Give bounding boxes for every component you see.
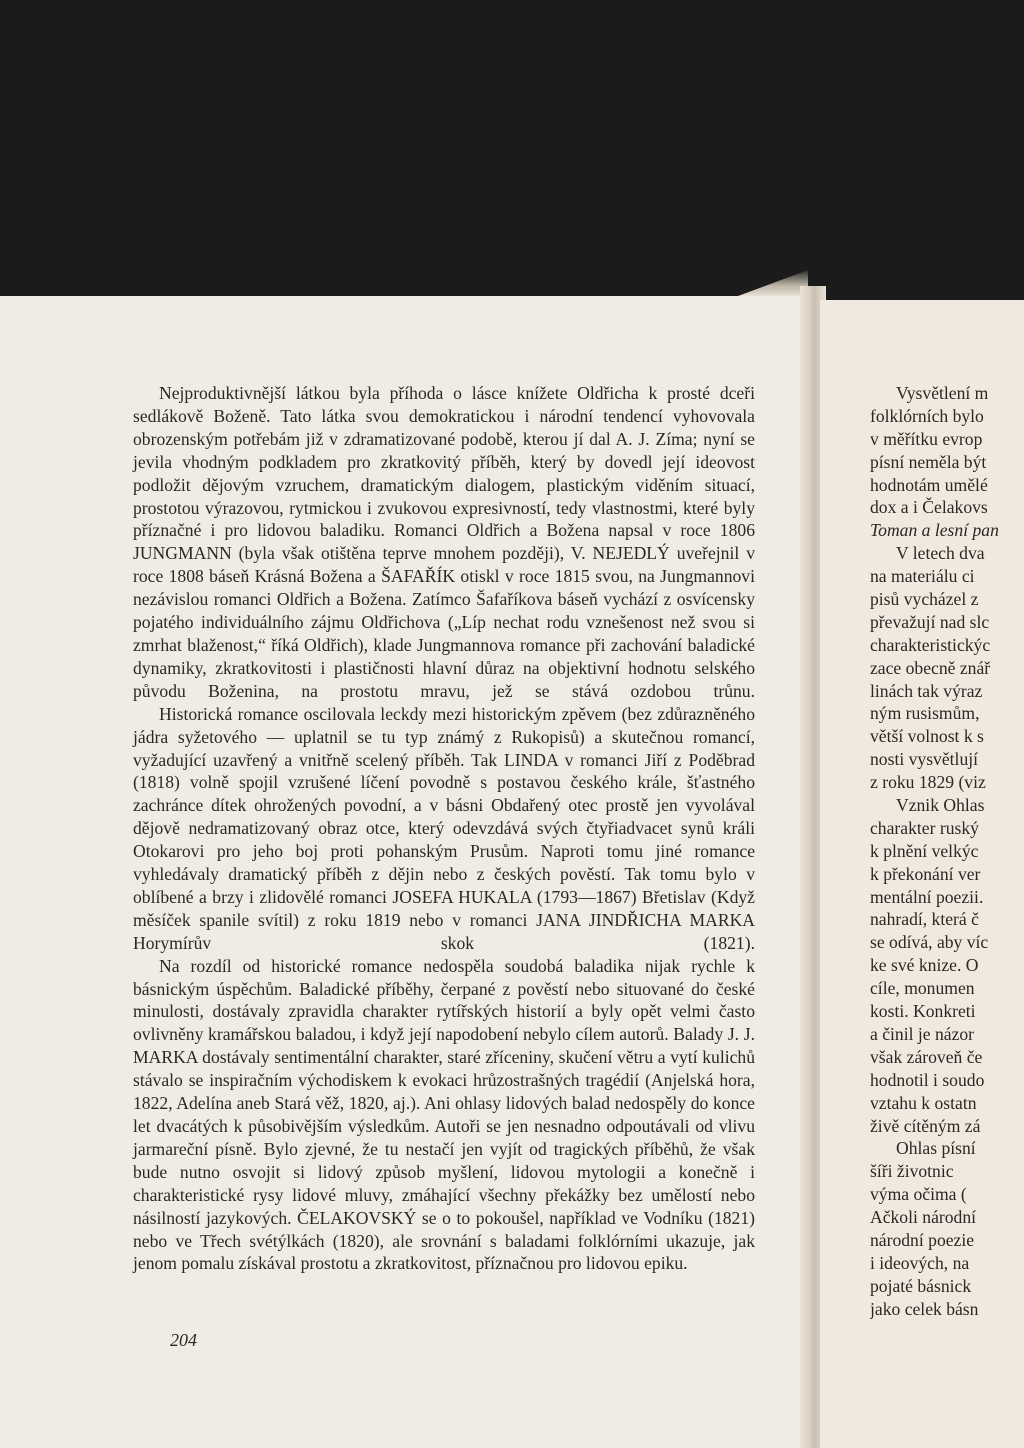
right-line: ným rusismům, [870,703,980,724]
paragraph-historicka-romance: Historická romance oscilovala leckdy mezi historickým zpěvem (bez zdůrazněného jádra syžetového — uplatnil se tu typ známý z Rukopisů) a skutečnou romancí, vyžadující uzavřený a vnitřně scelený příběh. Tak LINDA v romanci Jiří z Poděbrad (1818) volně spojil vzrušené líčení povodně s postavou českého krále, šťastného zachránce dítek ohrožených povodní, a v básni Obdařený otec prostě jen vyvolával dějově nedramatizovaný obraz otce, který odevzdává svých čtyřiadvacet synů králi Otokarovi pro jeho boj proti pohanským Prusům. Naproti tomu jiné romance vyhledávaly dramatický příběh z dějin nebo z českých pověstí. Tak tomu bylo v oblíbené a brzy i zlidovělé romanci JOSEFA HUKALA (1793—1867) Břetislav (Když měsíček spanile svítil) z roku 1819 nebo v romanci JANA JINDŘICHA MARKA Horymírův skok (1821). [133,703,755,953]
right-line: nahradí, která č [870,909,979,930]
right-line: vztahu k ostatn [870,1092,977,1113]
right-line: linách tak výraz [870,680,983,701]
right-line: větší volnost k s [870,726,984,747]
right-line: i ideových, na [870,1252,970,1273]
right-line: k plnění velkýc [870,840,979,861]
right-line: šíři životnic [870,1161,954,1182]
right-line: v měřítku evrop [870,428,983,449]
right-line: charakter ruský [870,817,979,838]
right-line: výma očima ( [870,1184,967,1205]
page-corner-fold [738,270,808,296]
right-line: ke své knize. O [870,955,979,976]
right-line: Toman a lesní pan [870,520,999,541]
right-line: pojaté básnick [870,1275,972,1296]
right-line: Vysvětlení m [896,383,989,403]
right-line: jako celek básn [870,1298,979,1319]
right-line: převažují nad slc [870,611,990,632]
right-line: živě cítěným zá [870,1115,981,1136]
right-line: pisů vycházel z [870,589,979,610]
right-line: Ohlas písní [896,1138,976,1159]
right-line: hodnotil i soudo [870,1069,985,1090]
right-line: charakteristickýc [870,634,991,655]
right-line: mentální poezii. [870,886,984,907]
right-line: kosti. Konkreti [870,1001,976,1022]
paragraph-oldrich-bozena: Nejproduktivnější látkou byla příhoda o lásce knížete Oldřicha k prosté dceři sedlákově Boženě. Tato látka svou demokratickou i národní tendencí vyhovovala obrozenským potřebám již v zdramatizované podobě, kterou jí dal A. J. Zíma; nyní se jevila vhodným podkladem pro zkratkovitý příběh, který by dovedl její ideovost podložit dějovým vzruchem, dramatickým dialogem, plastickým viděním situací, prostotou výrazovou, rytmickou i zvukovou expresivností, tedy vlastnostmi, které byly příznačné i pro lidovou baladiku. Romanci Oldřich a Božena napsal v roce 1806 JUNGMANN (byla však otištěna teprve mnohem později), V. NEJEDLÝ uveřejnil v roce 1808 báseň Krásná Božena a ŠAFAŘÍK otiskl v roce 1815 svou, na Jungmannovi nezávislou romanci Oldřich a Božena. Zatímco Šafaříkova báseň vychází z osvícensky pojatého individuálního zájmu Oldřichova („Líp nechat rodu vznešenost než svou si zmrhat blaženost,“ říká Oldřich), klade Jungmannova romance při zachování baladické dynamiky, zkratkovitosti i plastičnosti hlavní důraz na objektivní hodnotu selského původu Boženina, na prostotu mravu, jež se stává ozdobou trůnu. [133,383,755,701]
right-line: cíle, monumen [870,978,975,999]
paragraph-soudoba-baladika: Na rozdíl od historické romance nedospěla soudobá baladika nijak rychle k básnickým úspěchům. Baladické příběhy, čerpané z pověstí nebo situované do české minulosti, dostávaly zpravidla charakter rytířských historií a byly opět velmi často ovlivněny kramářskou baladou, i když její napodobení nebylo cílem autorů. Balady J. J. MARKA dostávaly sentimentální charakter, staré zříceniny, skučení větru a vytí kulichů stávalo se inspiračním východiskem k evokaci hrůzostrašných tragédií (Anjelská hora, 1822, Adelína aneb Stará věž, 1820, aj.). Ani ohlasy lidových balad nedospěly do konce let dvacátých k působivějším výsledkům. Autoři se jen nesnadno odpoutávali od vlivu jarmareční písně. Bylo zjevné, že tu nestačí jen vyjít od tragických příběhů, že však bude nutno osvojit si lidový způsob myšlení, lidovou mytologii a konečně i charakteristické rysy lidové mluvy, zmáhající všechny překážky bez umělostí nebo násilností jazykových. ČELAKOVSKÝ se o to pokoušel, například ve Vodníku (1821) nebo ve Třech svétýlkách (1820), ale srovnání s baladami folklórními ukazuje, jak jenom pomalu získával prostotu a zkratkovitost, příznačnou pro lidovou epiku. [133,955,755,1274]
right-line: nosti vysvětlují [870,749,979,770]
right-line: folklórních bylo [870,405,984,426]
right-line: Vznik Ohlas [896,795,985,816]
right-line: se odívá, aby víc [870,932,989,953]
right-line: z roku 1829 (viz [870,772,986,793]
right-line: k překonání ver [870,863,981,884]
right-line: Ačkoli národní [870,1207,977,1228]
right-line: však zároveň če [870,1046,983,1067]
left-page-body [133,382,755,1275]
right-page-body [870,382,1024,1321]
right-line: zace obecně znář [870,657,991,678]
right-line: na materiálu ci [870,566,975,587]
right-line: národní poezie [870,1229,975,1250]
right-line: hodnotám umělé [870,474,988,495]
right-line: a činil je názor [870,1023,975,1044]
right-line: písní neměla být [870,451,987,472]
right-line: dox a i Čelakovs [870,497,988,518]
right-line: V letech dva [896,543,985,564]
page-number: 204 [170,1330,197,1350]
